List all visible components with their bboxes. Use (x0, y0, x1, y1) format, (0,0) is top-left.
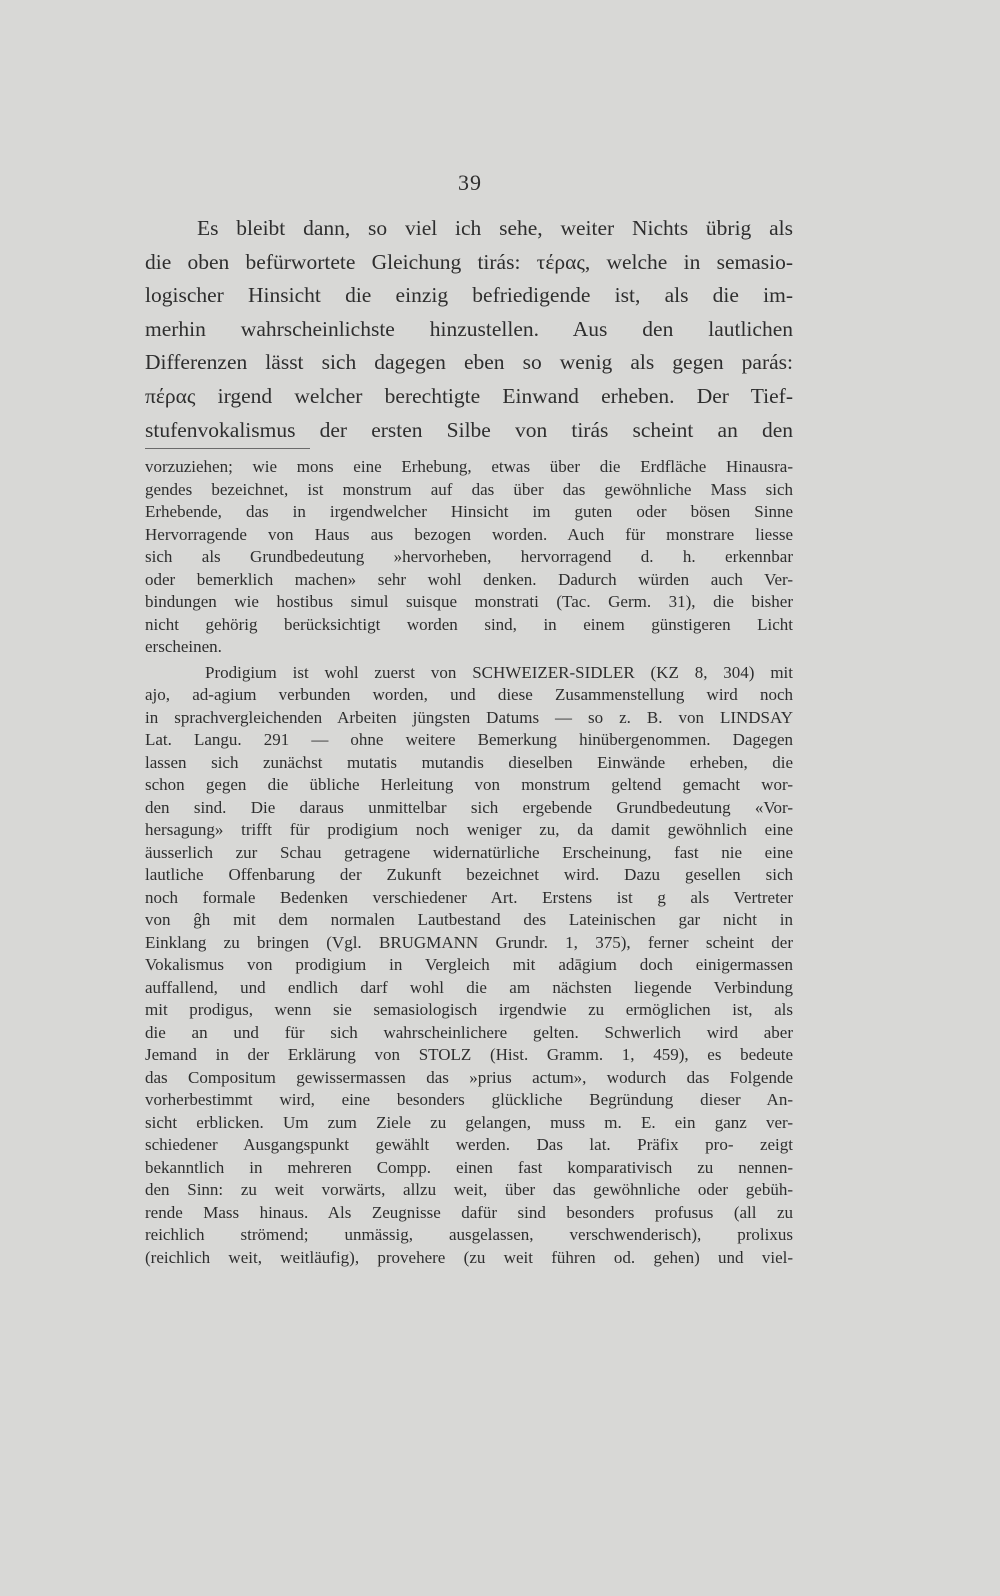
footnote-paragraph-line: schon gegen die übliche Herleitung von monstrum geltend gemacht wor- (145, 775, 793, 794)
footnote-paragraph-line: Einklang zu bringen (Vgl. BRUGMANN Grundr. 1, 375), ferner scheint der (145, 932, 793, 952)
footnote-separator (145, 448, 310, 449)
footnote-paragraph-line: den Sinn: zu weit vorwärts, allzu weit, über das gewöhnliche oder gebüh- (145, 1180, 793, 1199)
main-line: πέρας irgend welcher berechtigte Einwand erheben. Der Tief- (145, 383, 793, 408)
footnote-paragraph-line: mit prodigus, wenn sie semasiologisch irgendwie zu ermöglichen ist, als (145, 1000, 793, 1019)
main-line: logischer Hinsicht die einzig befriedigende ist, als die im- (145, 283, 793, 308)
footnote-paragraph-line: die an und für sich wahrscheinlichere gelten. Schwerlich wird aber (145, 1022, 793, 1042)
footnote-paragraph-line: lautliche Offenbarung der Zukunft bezeichnet wird. Dazu gesellen sich (145, 865, 793, 884)
footnote-paragraph-line: Prodigium ist wohl zuerst von SCHWEIZER-SIDLER (KZ 8, 304) mit (205, 662, 793, 682)
footnote-paragraph-line: (reichlich weit, weitläufig), provehere (zu weit führen od. gehen) und viel- (145, 1247, 793, 1267)
footnote-paragraph-line: das Compositum gewissermassen das »prius actum», wodurch das Folgende (145, 1067, 793, 1087)
footnote-paragraph-line: rende Mass hinaus. Als Zeugnisse dafür sind besonders profusus (all zu (145, 1202, 793, 1222)
footnote-paragraph-line: Jemand in der Erklärung von STOLZ (Hist. Gramm. 1, 459), es bedeute (145, 1045, 793, 1064)
footnote-line: oder bemerklich machen» sehr wohl denken. Dadurch würden auch Ver- (145, 569, 793, 589)
footnote-paragraph-line: äusserlich zur Schau getragene widernatürliche Erscheinung, fast nie eine (145, 842, 793, 862)
footnote-paragraph-line: noch formale Bedenken verschiedener Art. Erstens ist g als Vertreter (145, 887, 793, 907)
footnote-paragraph-line: Lat. Langu. 291 — ohne weitere Bemerkung hinübergenommen. Dagegen (145, 730, 793, 749)
footnote-line: gendes bezeichnet, ist monstrum auf das über das gewöhnliche Mass sich (145, 479, 793, 499)
main-text (145, 212, 793, 447)
footnote-paragraph-line: von ĝh mit dem normalen Lautbestand des Lateinischen gar nicht in (145, 910, 793, 929)
page-number: 39 (458, 170, 482, 195)
footnote-line: erscheinen. (145, 637, 222, 656)
main-line: Differenzen lässt sich dagegen eben so wenig als gegen parás: (145, 350, 793, 375)
footnote-paragraph-line: den sind. Die daraus unmittelbar sich ergebende Grundbedeutung «Vor- (145, 797, 793, 817)
footnote-line: Hervorragende von Haus aus bezogen worden. Auch für monstrare liesse (145, 524, 793, 544)
footnote-paragraph-line: bekanntlich in mehreren Compp. einen fast komparativisch zu nennen- (145, 1157, 793, 1177)
main-line: die oben befürwortete Gleichung tirás: τέρας, welche in semasio- (145, 249, 793, 274)
footnote-paragraph-line: lassen sich zunächst mutatis mutandis dieselben Einwände erheben, die (145, 752, 793, 772)
footnote-paragraph-line: in sprachvergleichenden Arbeiten jüngsten Datums — so z. B. von LINDSAY (145, 707, 793, 727)
footnote-line: bindungen wie hostibus simul suisque monstrati (Tac. Germ. 31), die bisher (145, 592, 793, 611)
footnote-line: Erhebende, das in irgendwelcher Hinsicht im guten oder bösen Sinne (145, 502, 793, 521)
main-line: merhin wahrscheinlichste hinzustellen. Aus den lautlichen (145, 316, 793, 341)
footnote-paragraph-line: schiedener Ausgangspunkt gewählt werden. Das lat. Präfix pro- zeigt (145, 1135, 793, 1154)
footnote (145, 456, 793, 1269)
footnote-line: sich als Grundbedeutung »hervorheben, hervorragend d. h. erkennbar (145, 547, 793, 566)
footnote-paragraph-line: sicht erblicken. Um zum Ziele zu gelangen, muss m. E. ein ganz ver- (145, 1112, 793, 1132)
footnote-line: vorzuziehen; wie mons eine Erhebung, etwas über die Erdfläche Hinausra- (145, 457, 793, 476)
footnote-paragraph-line: hersagung» trifft für prodigium noch weniger zu, da damit gewöhnlich eine (145, 820, 793, 839)
main-line: Es bleibt dann, so viel ich sehe, weiter Nichts übrig als (197, 216, 793, 240)
footnote-paragraph-line: auffallend, und endlich darf wohl die am nächsten liegende Verbindung (145, 977, 793, 997)
footnote-line: nicht gehörig berücksichtigt worden sind, in einem günstigeren Licht (145, 614, 793, 634)
footnote-paragraph-line: reichlich strömend; unmässig, ausgelassen, verschwenderisch), prolixus (145, 1225, 793, 1244)
footnote-paragraph-line: vorherbestimmt wird, eine besonders glückliche Begründung dieser An- (145, 1090, 793, 1109)
main-line: stufenvokalismus der ersten Silbe von tirás scheint an den (145, 417, 793, 442)
footnote-paragraph-line: Vokalismus von prodigium in Vergleich mit adāgium doch einigermassen (145, 955, 793, 974)
footnote-paragraph-line: ajo, ad-agium verbunden worden, und diese Zusammenstellung wird noch (145, 685, 793, 704)
